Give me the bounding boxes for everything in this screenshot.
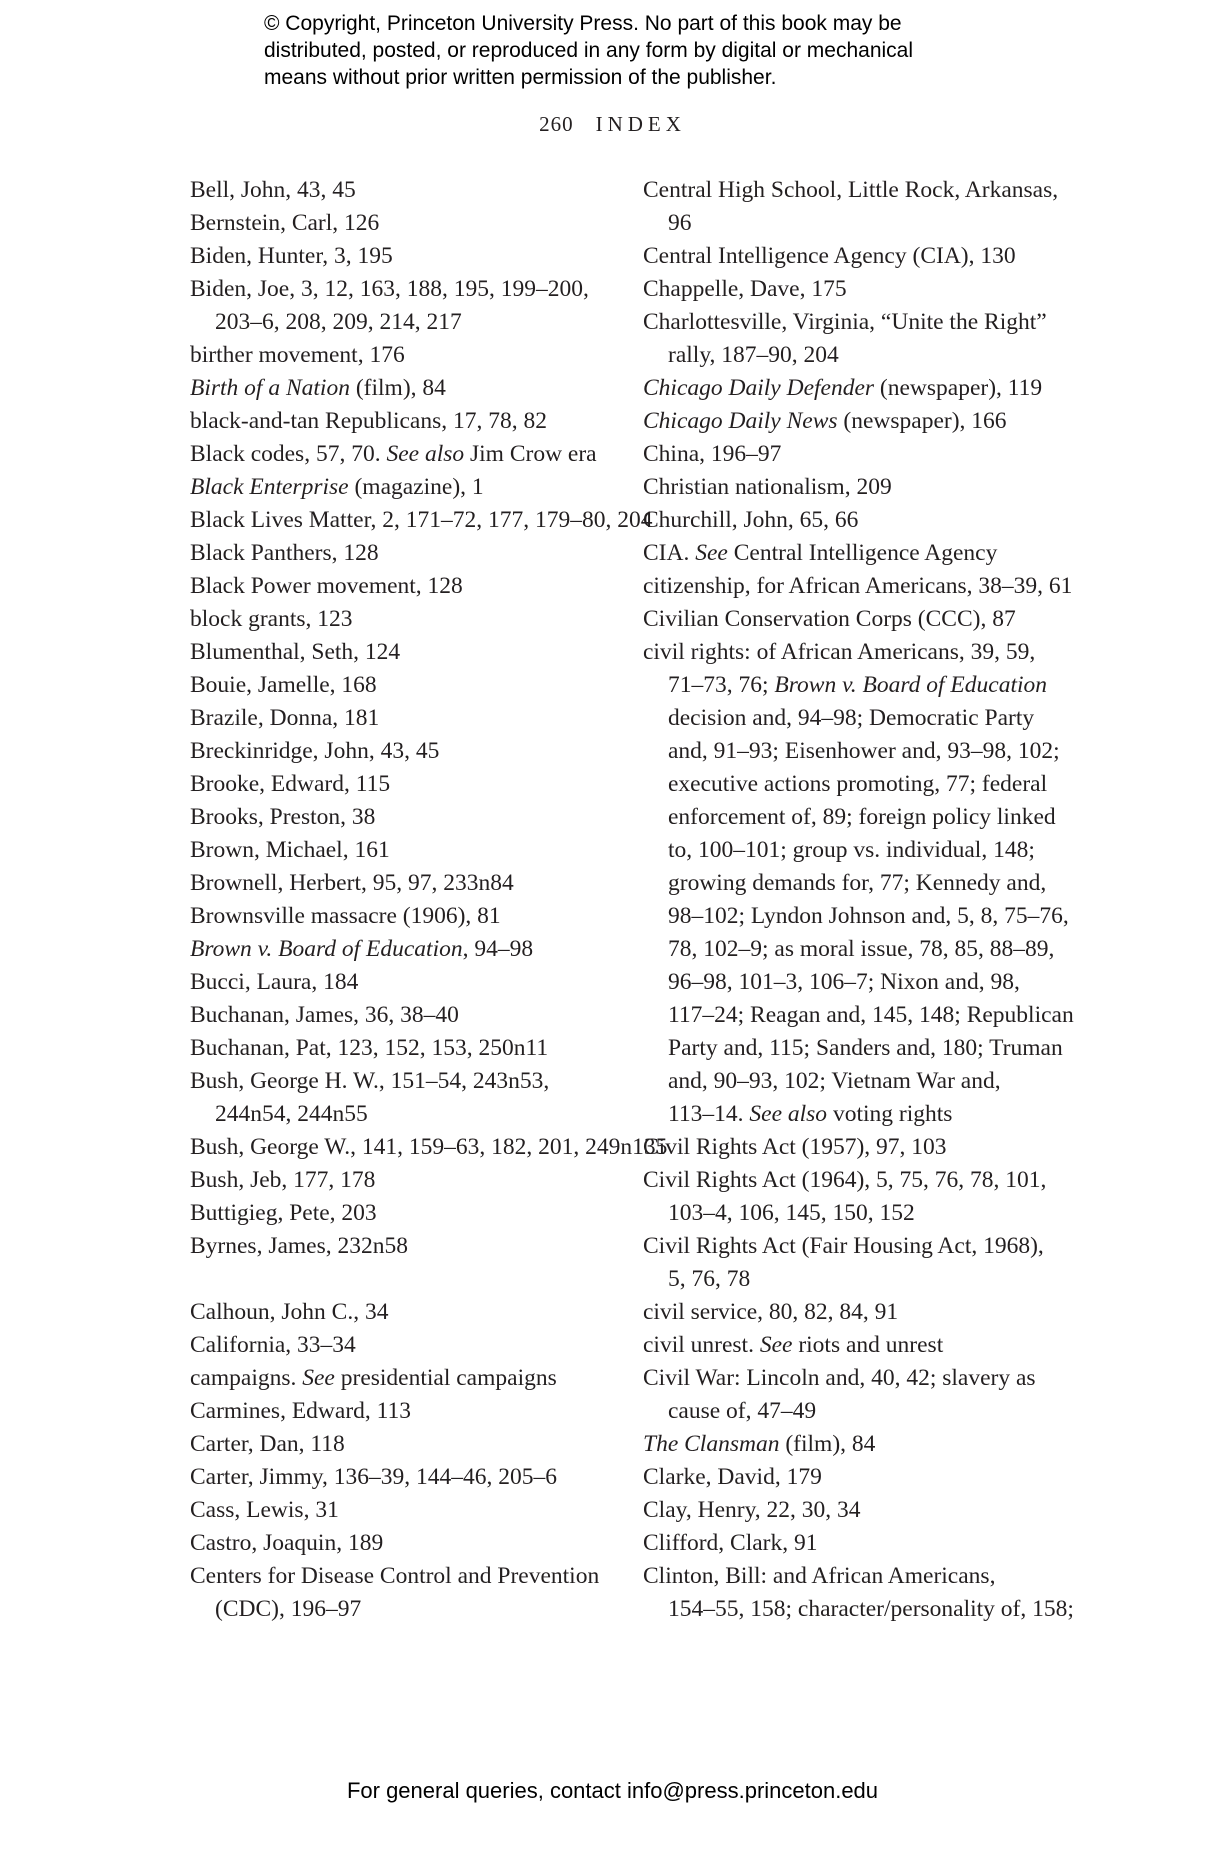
index-entry (643, 1131, 1093, 1164)
index-entry-continuation: 71–73, 76; Brown v. Board of Education (668, 672, 1048, 698)
index-entry (190, 933, 630, 966)
index-entry-text: Black Lives Matter, 2, 171–72, 177, 179–80, 204 (190, 507, 653, 533)
index-entry-continuation: and, 90–93, 102; Vietnam War and, (668, 1068, 1001, 1094)
footer-contact: For general queries, contact info@press.princeton.edu (346, 1778, 879, 1803)
section-title: INDEX (595, 112, 686, 136)
index-entry (643, 1560, 1093, 1626)
index-entry-text: Christian nationalism, 209 (643, 474, 892, 500)
index-entry (643, 537, 1093, 570)
index-entry (643, 1527, 1093, 1560)
index-entry (643, 603, 1093, 636)
index-entry-continuation: Party and, 115; Sanders and, 180; Truman (668, 1035, 1063, 1061)
index-entry (190, 240, 630, 273)
index-entry-text: Brown v. Board of Education, 94–98 (190, 936, 534, 962)
index-entry-text: civil service, 80, 82, 84, 91 (643, 1299, 899, 1325)
index-entry-text: Bernstein, Carl, 126 (190, 210, 380, 236)
index-entry-text: Birth of a Nation (film), 84 (190, 375, 446, 401)
index-entry-text: Buchanan, Pat, 123, 152, 153, 250n11 (190, 1035, 549, 1061)
index-entry-text: Black Panthers, 128 (190, 540, 379, 566)
index-entry (190, 273, 630, 339)
index-entry-text: Brownsville massacre (1906), 81 (190, 903, 501, 929)
index-entry-text: Biden, Hunter, 3, 195 (190, 243, 393, 269)
index-entry-text: Civil War: Lincoln and, 40, 42; slavery as (643, 1365, 1036, 1391)
index-entry-text: Carter, Dan, 118 (190, 1431, 345, 1457)
index-entry (190, 339, 630, 372)
index-entry-continuation: enforcement of, 89; foreign policy linked (668, 804, 1056, 830)
index-entry (190, 174, 630, 207)
index-entry (643, 471, 1093, 504)
index-entry-text: Castro, Joaquin, 189 (190, 1530, 384, 1556)
index-entry (643, 273, 1093, 306)
index-entry-text: Bush, Jeb, 177, 178 (190, 1167, 376, 1193)
index-entry (643, 1230, 1093, 1296)
index-entry-text: citizenship, for African Americans, 38–39, 61 (643, 573, 1073, 599)
index-entry (643, 1296, 1093, 1329)
index-entry (643, 636, 1093, 1131)
index-entry (643, 306, 1093, 372)
index-entry-text: Clay, Henry, 22, 30, 34 (643, 1497, 861, 1523)
index-entry (190, 1131, 668, 1164)
index-entry (190, 768, 630, 801)
index-entry-text: Chicago Daily News (newspaper), 166 (643, 408, 1007, 434)
index-entry-text: civil unrest. See riots and unrest (643, 1332, 944, 1358)
index-column-right (643, 174, 1093, 1626)
index-entry-continuation: (CDC), 196–97 (215, 1596, 362, 1622)
index-entry-continuation: 98–102; Lyndon Johnson and, 5, 8, 75–76, (668, 903, 1069, 929)
index-entry-continuation: 113–14. See also voting rights (668, 1101, 953, 1127)
index-entry (643, 1494, 1093, 1527)
index-entry-text: Clinton, Bill: and African Americans, (643, 1563, 996, 1589)
index-entry-text: Brownell, Herbert, 95, 97, 233n84 (190, 870, 514, 896)
index-entry (643, 1164, 1093, 1230)
index-entry-text: Biden, Joe, 3, 12, 163, 188, 195, 199–200, (190, 276, 589, 302)
index-entry (643, 504, 1093, 537)
index-entry (190, 867, 630, 900)
index-entry-text: Central High School, Little Rock, Arkansas, (643, 177, 1059, 203)
index-entry (190, 603, 630, 636)
index-entry (190, 1164, 630, 1197)
index-entry (190, 1560, 630, 1626)
index-entry (190, 1296, 630, 1329)
index-entry-continuation: growing demands for, 77; Kennedy and, (668, 870, 1047, 896)
index-entry (190, 1461, 630, 1494)
index-entry-text: Bell, John, 43, 45 (190, 177, 356, 203)
index-entry (190, 1065, 630, 1131)
index-entry-text: Blumenthal, Seth, 124 (190, 639, 401, 665)
index-entry-text: Bouie, Jamelle, 168 (190, 672, 377, 698)
index-entry (190, 1494, 630, 1527)
index-entry-continuation: 96 (668, 210, 692, 236)
index-entry-text: California, 33–34 (190, 1332, 356, 1358)
index-entry (190, 537, 630, 570)
index-entry (643, 1362, 1093, 1428)
index-entry-text: The Clansman (film), 84 (643, 1431, 876, 1457)
index-column-left (190, 174, 668, 1626)
index-entry (190, 966, 630, 999)
index-entry (643, 372, 1093, 405)
index-entry (643, 438, 1093, 471)
index-entry-text: Chappelle, Dave, 175 (643, 276, 847, 302)
index-entry (190, 1428, 630, 1461)
index-entry (643, 405, 1093, 438)
index-entry-text: Civilian Conservation Corps (CCC), 87 (643, 606, 1016, 632)
index-entry-text: block grants, 123 (190, 606, 353, 632)
index-entry (643, 174, 1093, 240)
index-entry-continuation: 244n54, 244n55 (215, 1101, 368, 1127)
index-entry-continuation: rally, 187–90, 204 (668, 342, 839, 368)
index-entry-text: Chicago Daily Defender (newspaper), 119 (643, 375, 1043, 401)
index-entry-text: birther movement, 176 (190, 342, 405, 368)
index-entry-continuation: 203–6, 208, 209, 214, 217 (215, 309, 462, 335)
index-entry-text: Cass, Lewis, 31 (190, 1497, 339, 1523)
index-entry-text: Breckinridge, John, 43, 45 (190, 738, 440, 764)
copyright-notice (264, 10, 1024, 91)
index-entry-text: Bucci, Laura, 184 (190, 969, 359, 995)
index-entry-text: Bush, George W., 141, 159–63, 182, 201, 249n135 (190, 1134, 668, 1160)
index-entry-continuation: decision and, 94–98; Democratic Party (668, 705, 1035, 731)
index-entry (190, 636, 630, 669)
index-entry-text: Civil Rights Act (1957), 97, 103 (643, 1134, 947, 1160)
index-entry-text: Charlottesville, Virginia, “Unite the Right” (643, 309, 1047, 335)
index-entry (190, 735, 630, 768)
index-entry (190, 372, 630, 405)
index-entry-continuation: to, 100–101; group vs. individual, 148; (668, 837, 1035, 863)
index-entry-text: Black Power movement, 128 (190, 573, 463, 599)
index-entry (643, 240, 1093, 273)
index-entry-text: Clifford, Clark, 91 (643, 1530, 818, 1556)
index-entry-continuation: executive actions promoting, 77; federal (668, 771, 1048, 797)
index-entry (190, 1362, 630, 1395)
index-entry-text: Civil Rights Act (Fair Housing Act, 1968), (643, 1233, 1044, 1259)
index-entry-text: Bush, George H. W., 151–54, 243n53, (190, 1068, 550, 1094)
index-entry (190, 1329, 630, 1362)
index-entry-text: Centers for Disease Control and Prevention (190, 1563, 600, 1589)
index-entry (190, 471, 630, 504)
index-entry (190, 570, 630, 603)
index-entry (190, 1197, 630, 1230)
index-entry-text: Byrnes, James, 232n58 (190, 1233, 409, 1259)
index-entry (190, 1527, 630, 1560)
index-entry-text: Brazile, Donna, 181 (190, 705, 380, 731)
index-entry-text: Buttigieg, Pete, 203 (190, 1200, 377, 1226)
index-entry (190, 669, 630, 702)
copyright-line: © Copyright, Princeton University Press. No part of this book may be (264, 12, 902, 35)
index-entry (190, 207, 630, 240)
index-entry (190, 900, 630, 933)
index-entry-text: CIA. See Central Intelligence Agency (643, 540, 998, 566)
index-entry-continuation: 78, 102–9; as moral issue, 78, 85, 88–89, (668, 936, 1055, 962)
index-entry-text: Civil Rights Act (1964), 5, 75, 76, 78, 101, (643, 1167, 1047, 1193)
page-number: 260 (539, 112, 574, 136)
index-entry (643, 570, 1093, 603)
index-entry-text: civil rights: of African Americans, 39, 59, (643, 639, 1036, 665)
copyright-line: distributed, posted, or reproduced in any form by digital or mechanical (264, 39, 914, 62)
index-entry-text: campaigns. See presidential campaigns (190, 1365, 557, 1391)
index-entry-text: Black Enterprise (magazine), 1 (190, 474, 484, 500)
running-head (0, 112, 1225, 137)
index-entry (190, 1230, 630, 1263)
index-entry-text: China, 196–97 (643, 441, 782, 467)
index-entry-continuation: 5, 76, 78 (668, 1266, 751, 1292)
index-entry-text: Brooks, Preston, 38 (190, 804, 376, 830)
letter-group-gap (190, 1263, 630, 1296)
index-entry (190, 504, 653, 537)
index-entry-text: Central Intelligence Agency (CIA), 130 (643, 243, 1016, 269)
copyright-line: means without prior written permission of the publisher. (264, 66, 777, 89)
index-entry (643, 1461, 1093, 1494)
index-entry (190, 702, 630, 735)
index-entry-text: Carter, Jimmy, 136–39, 144–46, 205–6 (190, 1464, 557, 1490)
index-entry-text: Brooke, Edward, 115 (190, 771, 391, 797)
index-entry (190, 1395, 630, 1428)
index-entry-text: Churchill, John, 65, 66 (643, 507, 859, 533)
index-entry (190, 999, 630, 1032)
index-entry (643, 1428, 1093, 1461)
index-entry (643, 1329, 1093, 1362)
index-entry (190, 801, 630, 834)
index-entry-text: black-and-tan Republicans, 17, 78, 82 (190, 408, 547, 434)
index-entry-text: Brown, Michael, 161 (190, 837, 390, 863)
index-entry-continuation: 154–55, 158; character/personality of, 158; (668, 1596, 1074, 1622)
index-entry (190, 405, 630, 438)
index-entry-text: Buchanan, James, 36, 38–40 (190, 1002, 459, 1028)
index-entry-text: Calhoun, John C., 34 (190, 1299, 389, 1325)
index-entry-continuation: 103–4, 106, 145, 150, 152 (668, 1200, 915, 1226)
index-entry-continuation: cause of, 47–49 (668, 1398, 817, 1424)
index-entry (190, 438, 630, 471)
index-entry-text: Carmines, Edward, 113 (190, 1398, 412, 1424)
index-entry-text: Clarke, David, 179 (643, 1464, 822, 1490)
index-entry-continuation: 117–24; Reagan and, 145, 148; Republican (668, 1002, 1074, 1028)
index-entry-continuation: 96–98, 101–3, 106–7; Nixon and, 98, (668, 969, 1020, 995)
index-entry-continuation: and, 91–93; Eisenhower and, 93–98, 102; (668, 738, 1060, 764)
index-entry (190, 1032, 630, 1065)
index-entry (190, 834, 630, 867)
index-entry-text: Black codes, 57, 70. See also Jim Crow era (190, 441, 597, 467)
